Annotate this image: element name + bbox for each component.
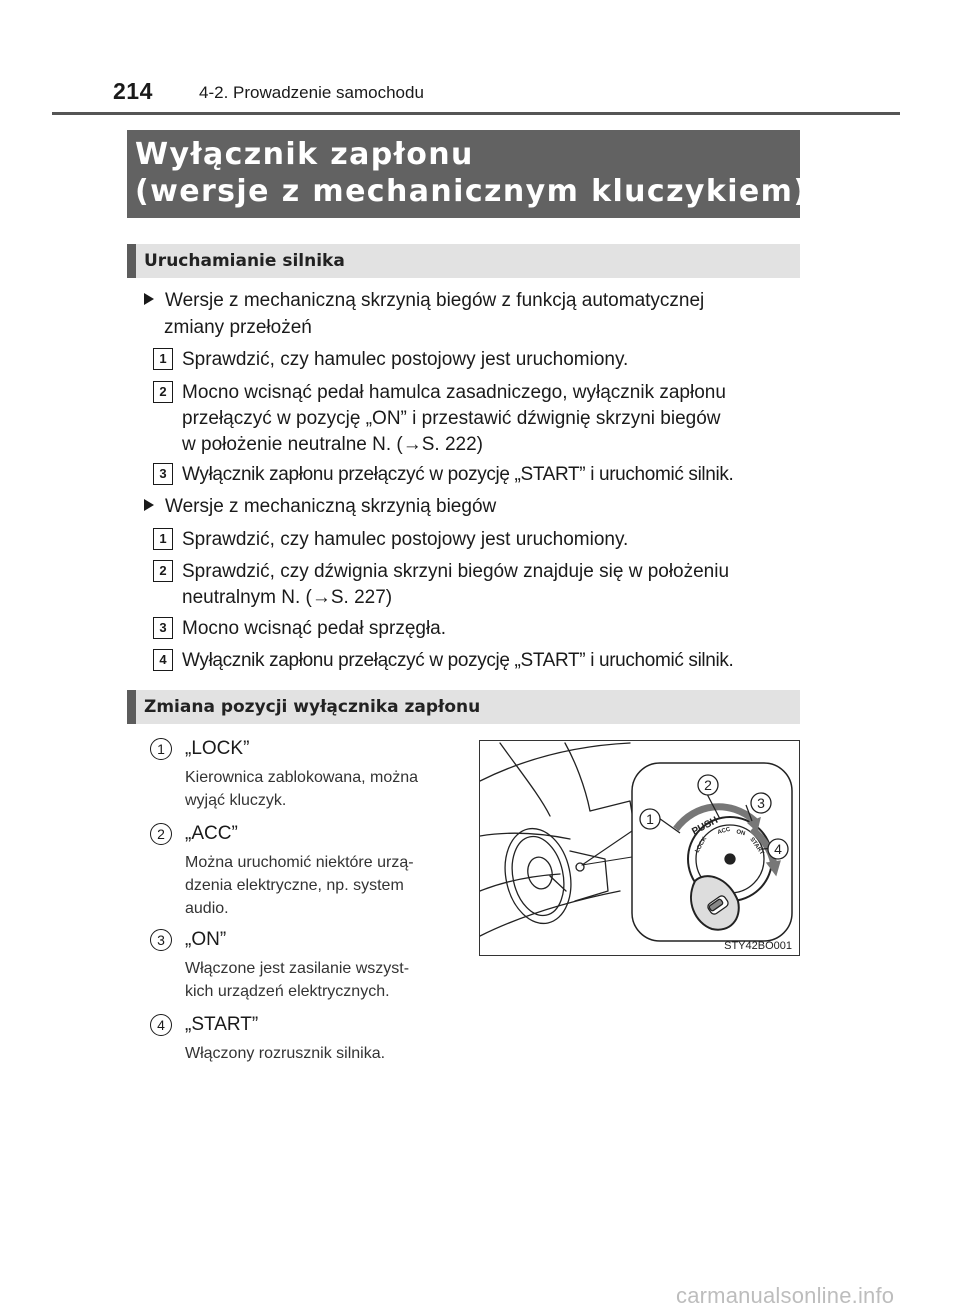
group2-step-4 xyxy=(153,648,800,673)
step-text-line-2: przełączyć w pozycję „ON” i przestawić dźwignię skrzyni biegów xyxy=(182,408,721,429)
step-text-line-1: Mocno wcisnąć pedał hamulca zasadniczego, wyłącznik zapłonu xyxy=(182,382,726,403)
ring-label-acc: ACC xyxy=(716,826,732,836)
group2-step-3 xyxy=(153,616,800,641)
group1-step-2 xyxy=(153,380,800,455)
position-label: „ON” xyxy=(185,929,227,950)
step-number-badge: 3 xyxy=(153,617,173,639)
group2-title xyxy=(144,494,496,519)
callout-3-label: 3 xyxy=(757,795,765,811)
position-description xyxy=(185,766,463,812)
page-title-line-1: Wyłącznik zapłonu xyxy=(135,137,474,172)
group2-title-text: Wersje z mechaniczną skrzynią biegów xyxy=(165,496,497,517)
ignition-switch-illustration xyxy=(479,740,800,956)
position-description xyxy=(185,851,463,920)
position-item-lock xyxy=(150,738,463,818)
position-label: „LOCK” xyxy=(185,738,250,759)
group1-step-1 xyxy=(153,347,800,372)
position-item-start xyxy=(150,1014,463,1074)
step-number-badge: 1 xyxy=(153,348,173,370)
step-number-badge: 3 xyxy=(153,463,173,485)
ignition-switch-drawing xyxy=(480,741,800,956)
position-number-circle: 1 xyxy=(150,738,172,760)
position-description-line: kich urządzeń elektrycznych. xyxy=(185,983,390,1000)
subheading-starting: Uruchamianie silnika xyxy=(127,244,800,278)
position-description-line: dzenia elektryczne, np. system xyxy=(185,877,404,894)
section-title: 4-2. Prowadzenie samochodu xyxy=(199,83,424,102)
watermark: carmanualsonline.info xyxy=(676,1283,895,1308)
step-number-badge: 4 xyxy=(153,649,173,671)
subheading-positions: Zmiana pozycji wyłącznika zapłonu xyxy=(127,690,800,724)
triangle-bullet-icon xyxy=(144,499,154,511)
step-text-line-1: Sprawdzić, czy dźwignia skrzyni biegów znajduje się w położeniu xyxy=(182,561,730,582)
position-label: „START” xyxy=(185,1014,259,1035)
step-text-line-2: neutralnym N. (→S. 227) xyxy=(182,587,393,608)
position-description-line: Można uruchomić niektóre urzą- xyxy=(185,854,414,871)
step-text-line-3: w położenie neutralne N. (→S. 222) xyxy=(182,434,483,455)
position-label: „ACC” xyxy=(185,823,238,844)
group1-title-line-2: zmiany przełożeń xyxy=(164,317,312,338)
step-text: Sprawdzić, czy hamulec postojowy jest uruchomiony. xyxy=(182,349,629,370)
step-number-badge: 1 xyxy=(153,528,173,550)
position-description-line: audio. xyxy=(185,900,229,917)
ring-label-lock: LOCK xyxy=(694,836,709,854)
step-text: Mocno wcisnąć pedał sprzęgła. xyxy=(182,618,447,639)
step-text: Wyłącznik zapłonu przełączyć w pozycję „START” i uruchomić silnik. xyxy=(182,650,734,671)
push-label: PUSH xyxy=(690,814,720,838)
position-number-circle: 2 xyxy=(150,823,172,845)
callout-2-label: 2 xyxy=(704,777,712,793)
triangle-bullet-icon xyxy=(144,293,154,305)
group1-title-line-1: Wersje z mechaniczną skrzynią biegów z funkcją automatycznej xyxy=(165,290,705,311)
group2-step-2 xyxy=(153,559,800,609)
page-number: 214 xyxy=(113,78,153,104)
step-number-badge: 2 xyxy=(153,381,173,403)
position-description-line: wyjąć kluczyk. xyxy=(185,792,287,809)
illustration-code: STY42BO001 xyxy=(724,940,792,952)
position-item-acc xyxy=(150,823,463,923)
position-number-circle: 4 xyxy=(150,1014,172,1036)
position-description-line: Włączony rozrusznik silnika. xyxy=(185,1045,386,1062)
position-description xyxy=(185,1042,463,1065)
position-description xyxy=(185,957,463,1003)
position-number-circle: 3 xyxy=(150,929,172,951)
callout-1-label: 1 xyxy=(646,811,654,827)
group2-step-1 xyxy=(153,527,800,552)
callout-4-label: 4 xyxy=(774,841,782,857)
step-number-badge: 2 xyxy=(153,560,173,582)
page-title xyxy=(127,130,809,218)
header-rule xyxy=(52,112,900,115)
ring-label-start: START xyxy=(748,836,765,857)
position-description-line: Włączone jest zasilanie wszyst- xyxy=(185,960,410,977)
ring-label-on: ON xyxy=(735,829,746,838)
position-description-line: Kierownica zablokowana, można xyxy=(185,769,419,786)
group1-title xyxy=(144,288,800,313)
step-text: Wyłącznik zapłonu przełączyć w pozycję „START” i uruchomić silnik. xyxy=(182,464,734,485)
page-title-line-2: (wersje z mechanicznym kluczykiem) xyxy=(135,174,809,209)
group1-step-3 xyxy=(153,462,800,487)
step-text: Sprawdzić, czy hamulec postojowy jest uruchomiony. xyxy=(182,529,629,550)
position-item-on xyxy=(150,929,463,1009)
